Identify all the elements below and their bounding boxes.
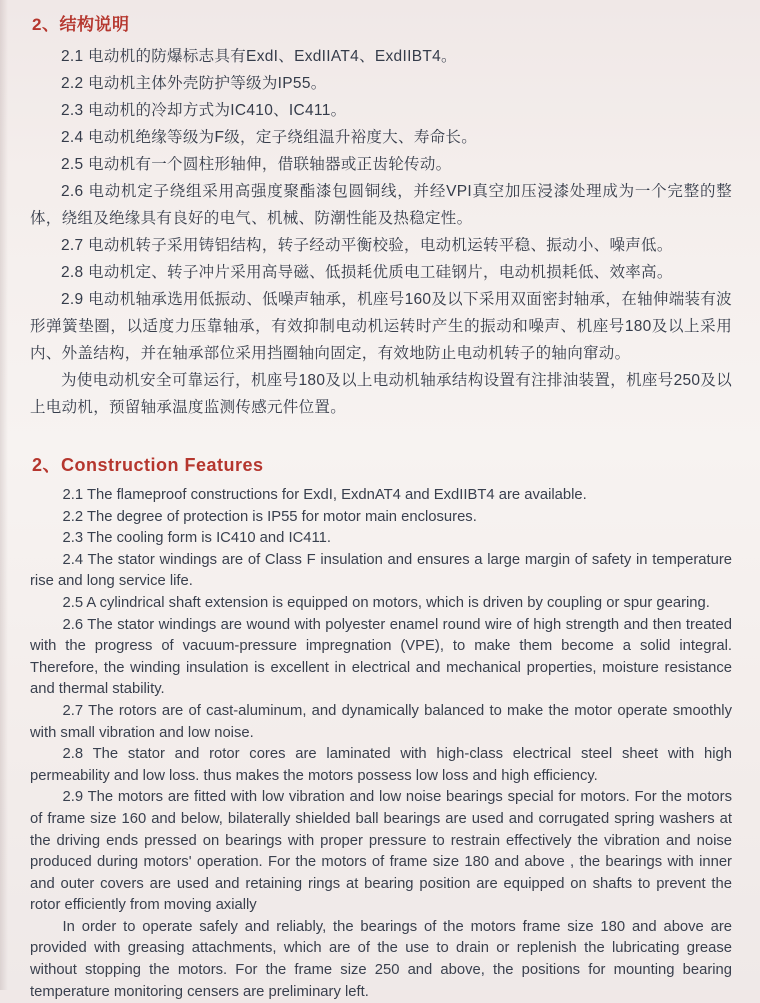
cn-item-2-1: 2.1 电动机的防爆标志具有ExdI、ExdIIAT4、ExdIIBT4。 [61, 48, 457, 65]
en-item-2-8: 2.8 The stator and rotor cores are laminated with high-class electrical steel sheet with high permeability and low loss. thus makes the motors possess low loss and high efficiency. [30, 746, 732, 784]
en-item-2-1: 2.1 The flameproof constructions for ExdI, ExdnAT4 and ExdIIBT4 are available. [62, 487, 587, 503]
cn-item-2-9: 2.9 电动机轴承选用低振动、低噪声轴承，机座号160及以下采用双面密封轴承，在轴伸端装有波形弹簧垫圈，以适度力压靠轴承，有效抑制电动机运转时产生的振动和噪声、机座号180及以上采用内、外盖结构，并在轴承部位采用挡圈轴向固定，有效地防止电动机转子的轴向窜动。 [30, 291, 732, 362]
en-item-2-3: 2.3 The cooling form is IC410 and IC411. [62, 530, 331, 547]
section-body-en [30, 485, 732, 1003]
section-heading-cn: 2、结构说明 [32, 15, 130, 34]
cn-item-2-7: 2.7 电动机转子采用铸铝结构，转子经动平衡校验，电动机运转平稳、振动小、噪声低。 [61, 237, 673, 254]
cn-item-closing: 为使电动机安全可靠运行，机座号180及以上电动机轴承结构设置有注排油装置，机座号250及以上电动机，预留轴承温度监测传感元件位置。 [30, 372, 732, 416]
cn-item-2-8: 2.8 电动机定、转子冲片采用高导磁、低损耗优质电工硅钢片，电动机损耗低、效率高。 [61, 264, 673, 281]
cn-item-2-2: 2.2 电动机主体外壳防护等级为IP55。 [61, 75, 327, 92]
cn-item-2-4: 2.4 电动机绝缘等级为F级，定子绕组温升裕度大、寿命长。 [61, 129, 478, 146]
cn-item-2-3: 2.3 电动机的冷却方式为IC410、IC411。 [61, 102, 347, 119]
en-item-2-2: 2.2 The degree of protection is IP55 for motor main enclosures. [62, 508, 477, 525]
section-body-cn [30, 43, 732, 421]
en-item-2-7: 2.7 The rotors are of cast-aluminum, and dynamically balanced to make the motor operate smoothly with small vibration and low noise. [30, 702, 732, 741]
cn-item-2-5: 2.5 电动机有一个圆柱形轴伸，借联轴器或正齿轮传动。 [61, 156, 452, 173]
en-item-2-4: 2.4 The stator windings are of Class F insulation and ensures a large margin of safety in temperature rise and long service life. [30, 551, 732, 590]
cn-item-2-6: 2.6 电动机定子绕组采用高强度聚酯漆包圆铜线，并经VPI真空加压浸漆处理成为一个完整的整体，绕组及绝缘具有良好的电气、机械、防潮性能及热稳定性。 [30, 183, 732, 227]
en-item-2-6: 2.6 The stator windings are wound with polyester enamel round wire of high strength and then treated with the progress of vacuum-pressure impregnation (VPE), to make them become a solid integral. Therefore, the winding insulation is excellent in electrical and mechanical properties, moisture resistance and thermal stability. [30, 616, 732, 698]
section-structure-en [30, 451, 732, 1003]
en-item-closing: In order to operate safely and reliably, the bearings of the motors frame size 180 and above are provided with greasing attachments, which are of the use to drain or replenish the lubricating grease without stopping the motors. For the frame size 250 and above, the positions for mounting bearing temperature monitoring censers are preliminary left. [30, 918, 732, 1000]
section-heading-en: 2、Construction Features [32, 455, 264, 475]
en-item-2-9: 2.9 The motors are fitted with low vibration and low noise bearings special for motors. For the motors of frame size 160 and below, bilaterally shielded ball bearings are used and corrugated spring washers at the driving ends pressed on bearings with proper pressure to restrain effectively the vibration and noise produced during motors' operation. For the motors of frame size 180 and above , the bearings with inner and outer covers are used and retaining rings at bearing position are equipped on shafts to prevent the rotor efficiently from moving axially [30, 789, 732, 914]
en-item-2-5: 2.5 A cylindrical shaft extension is equipped on motors, which is driven by coupling or spur gearing. [62, 594, 710, 611]
section-structure-cn [30, 10, 732, 421]
